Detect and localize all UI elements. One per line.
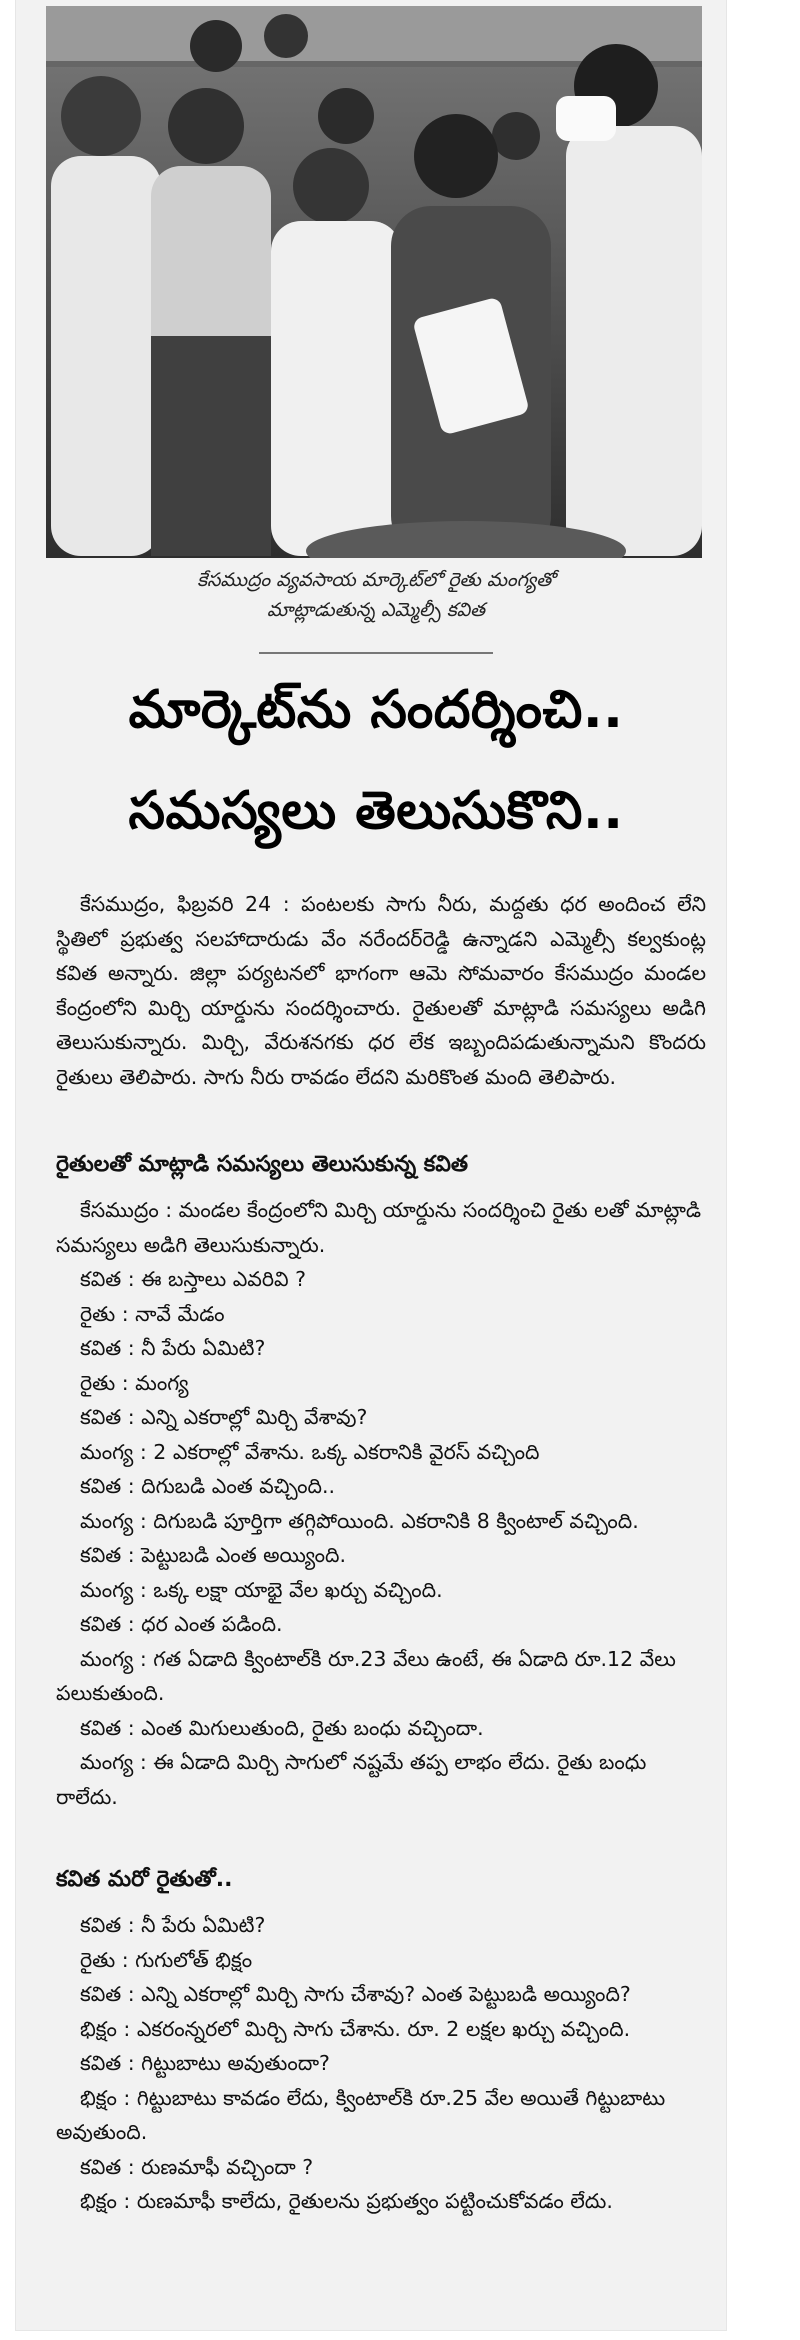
headline-line-2: సమస్యలు తెలుసుకొని.. — [128, 781, 624, 841]
dialog-line: భిక్షం : రుణమాఫీ కాలేదు, రైతులను ప్రభుత్వం పట్టించుకోవడం లేదు. — [80, 2189, 613, 2213]
dialog-line: కవిత : రుణమాఫీ వచ్చిందా ? — [80, 2154, 314, 2179]
photo-caption — [56, 565, 696, 625]
dialog-line: కవిత : దిగుబడి ఎంత వచ్చింది.. — [80, 1474, 336, 1498]
dialog-line: కవిత : నీ పేరు ఏమిటి? — [80, 1913, 266, 1937]
dialog-line: మంగ్య : దిగుబడి పూర్తిగా తగ్గిపోయింది. ఎకరానికి 8 క్వింటాల్ వచ్చింది. — [80, 1508, 639, 1533]
caption-line-2: మాట్లాడుతున్న ఎమ్మెల్సీ కవిత — [267, 599, 485, 621]
dialog-line: రైతు : గుగులోత్ భిక్షం — [80, 1947, 253, 1972]
dialog-line: కవిత : ఈ బస్తాలు ఎవరివి ? — [80, 1267, 306, 1291]
section-1-dialog — [56, 1193, 706, 1814]
dialog-line: మంగ్య : ఈ ఏడాది మిర్చి సాగులో నష్టమే తప్ప లాభం లేదు. రైతు బంధు రాలేదు. — [56, 1750, 647, 1809]
intro-text: కేసముద్రం, ఫిబ్రవరి 24 : పంటలకు సాగు నీరు, మద్దతు ధర అందించ లేని స్థితిలో ప్రభుత్వ సలహాదారుడు వేం నరేందర్‌రెడ్డి ఉన్నాడని ఎమ్మెల్సీ కల్వకుంట్ల కవిత అన్నారు. జిల్లా పర్యటనలో భాగంగా ఆమె సోమవారం కేసముద్రం మండల కేంద్రంలోని మిర్చి యార్డును సందర్శించారు. రైతులతో మాట్లాడి సమస్యలు అడిగి తెలుసుకున్నారు. మిర్చి, వేరుశనగకు ధర లేక ఇబ్బందిపడుతున్నామని కొందరు రైతులు తెలిపారు. సాగు నీరు రావడం లేదని మరికొంత మంది తెలిపారు. — [56, 892, 706, 1089]
dialog-line: మంగ్య : గత ఏడాది క్వింటాల్‌కి రూ.23 వేలు ఉంటే, ఈ ఏడాది రూ.12 వేలు పలుకుతుంది. — [56, 1646, 676, 1705]
dialog-line: రైతు : నావే మేడం — [80, 1301, 225, 1326]
section-1-heading: రైతులతో మాట్లాడి సమస్యలు తెలుసుకున్న కవిత — [56, 1152, 469, 1177]
news-photo — [46, 6, 702, 558]
section-2-heading: కవిత మరో రైతుతో.. — [56, 1867, 233, 1892]
newspaper-page — [16, 0, 726, 2330]
dialog-line: రైతు : మంగ్య — [80, 1370, 189, 1395]
caption-line-1: కేసముద్రం వ్యవసాయ మార్కెట్‌లో రైతు మంగ్యతో — [197, 569, 555, 591]
caption-divider — [259, 652, 493, 654]
dialog-line: కవిత : ఎన్ని ఎకరాల్లో మిర్చి సాగు చేశావు? ఎంత పెట్టుబడి అయ్యింది? — [80, 1982, 631, 2006]
dialog-line: కవిత : ఎన్ని ఎకరాల్లో మిర్చి వేశావు? — [80, 1405, 368, 1429]
section-2-dialog — [56, 1908, 706, 2219]
dialog-line: కవిత : గిట్టుబాటు అవుతుందా? — [80, 2051, 330, 2075]
dialog-line: కవిత : నీ పేరు ఏమిటి? — [80, 1336, 266, 1360]
dialog-line: కవిత : పెట్టుబడి ఎంత అయ్యింది. — [80, 1543, 347, 1567]
dialog-line: కేసముద్రం : మండల కేంద్రంలోని మిర్చి యార్డును సందర్శించి రైతు లతో మాట్లాడి సమస్యలు అడిగి తెలుసుకున్నారు. — [56, 1198, 702, 1257]
dialog-line: భిక్షం : ఎకరంన్నరలో మిర్చి సాగు చేశాను. రూ. 2 లక్షల ఖర్చు వచ్చింది. — [80, 2016, 631, 2041]
headline-line-1: మార్కెట్‌ను సందర్శించి.. — [128, 680, 624, 740]
dialog-line: కవిత : ధర ఎంత పడింది. — [80, 1612, 283, 1636]
intro-paragraph — [56, 887, 706, 1094]
dialog-line: మంగ్య : ఒక్క లక్షా యాభై వేల ఖర్చు వచ్చింది. — [80, 1577, 443, 1602]
dialog-line: భిక్షం : గిట్టుబాటు కావడం లేదు, క్వింటాల్‌కి రూ.25 వేల అయితే గిట్టుబాటు అవుతుంది. — [56, 2085, 666, 2144]
news-photo-image — [46, 6, 702, 558]
dialog-line: కవిత : ఎంత మిగులుతుంది, రైతు బంధు వచ్చిందా. — [80, 1715, 484, 1740]
dialog-line: మంగ్య : 2 ఎకరాల్లో వేశాను. ఒక్క ఎకరానికి వైరస్ వచ్చింది — [80, 1439, 540, 1464]
